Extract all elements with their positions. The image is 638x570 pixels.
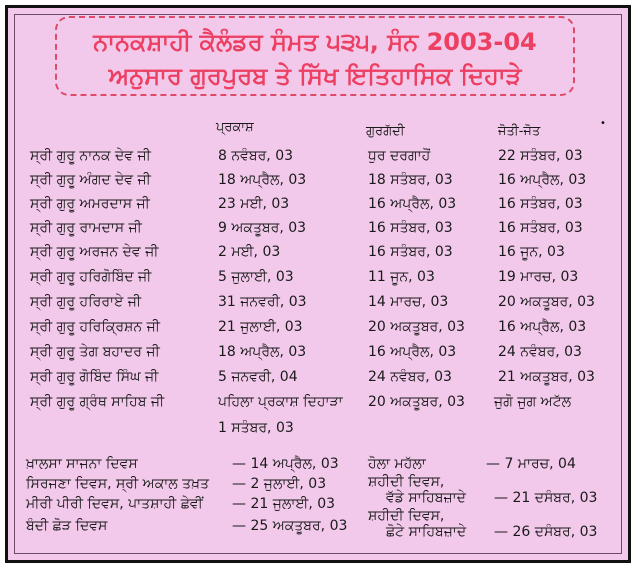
event-date: — 2 ਜੁਲਾਈ, 03 — [232, 476, 327, 492]
title-box — [55, 16, 575, 96]
title-line-1: ਨਾਨਕਸ਼ਾਹੀ ਕੈਲੰਡਰ ਸੰਮਤ ੫੩੫, ਸੰਨ 2003-04 — [93, 28, 537, 56]
guru-name: ਸ੍ਰੀ ਗੁਰੂ ਹਰਿਰਾਏ ਜੀ — [30, 294, 142, 310]
event-name: ਸਿਰਜਣਾ ਦਿਵਸ, ਸ੍ਰੀ ਅਕਾਲ ਤਖ਼ਤ — [26, 476, 209, 492]
gurgaddi-date: 20 ਅਕਤੂਬਰ, 03 — [368, 394, 465, 410]
guru-name: ਸ੍ਰੀ ਗੁਰੂ ਗੋਬਿੰਦ ਸਿੰਘ ਜੀ — [30, 369, 159, 385]
header-joti-jot: ਜੋਤੀ-ਜੋਤ — [498, 124, 541, 139]
joti-jot-date: 21 ਅਕਤੂਬਰ, 03 — [498, 369, 595, 385]
joti-jot-date: 16 ਸਤੰਬਰ, 03 — [498, 220, 583, 236]
guru-name: ਸ੍ਰੀ ਗੁਰੂ ਰਾਮਦਾਸ ਜੀ — [30, 220, 142, 236]
joti-jot-date: 16 ਅਪ੍ਰੈਲ, 03 — [498, 319, 587, 335]
gurgaddi-date: 16 ਸਤੰਬਰ, 03 — [368, 220, 453, 236]
header-gurgaddi: ਗੁਰਗੱਦੀ — [366, 124, 405, 139]
shaheedi-divas-label-1: ਸ਼ਹੀਦੀ ਦਿਵਸ, — [368, 474, 445, 490]
gurgaddi-date: 11 ਜੂਨ, 03 — [368, 269, 435, 285]
shaheedi-divas-label-2: ਸ਼ਹੀਦੀ ਦਿਵਸ, — [368, 508, 445, 524]
prakash-date: 23 ਮਈ, 03 — [218, 196, 290, 212]
guru-name: ਸ੍ਰੀ ਗੁਰੂ ਨਾਨਕ ਦੇਵ ਜੀ — [30, 148, 151, 164]
chhote-sahibzade-label: ਛੋਟੇ ਸਾਹਿਬਜ਼ਾਦੇ — [386, 524, 467, 540]
gurgaddi-date: 18 ਸਤੰਬਰ, 03 — [368, 172, 453, 188]
prakash-date: 18 ਅਪ੍ਰੈਲ, 03 — [218, 344, 307, 360]
event-date: — 25 ਅਕਤੂਬਰ, 03 — [232, 518, 348, 534]
guru-name: ਸ੍ਰੀ ਗੁਰੂ ਅੰਗਦ ਦੇਵ ਜੀ — [30, 172, 151, 188]
guru-name: ਸ੍ਰੀ ਗੁਰੂ ਤੇਗ ਬਹਾਦਰ ਜੀ — [30, 344, 160, 360]
prakash-date: 5 ਜਨਵਰੀ, 04 — [218, 369, 298, 385]
title-line-2: ਅਨੁਸਾਰ ਗੁਰਪੁਰਬ ਤੇ ਸਿੱਖ ਇਤਿਹਾਸਿਕ ਦਿਹਾੜੇ — [108, 62, 522, 90]
hola-mohalla-label: ਹੋਲਾ ਮਹੱਲਾ — [368, 456, 426, 472]
joti-jot-date: 16 ਸਤੰਬਰ, 03 — [498, 196, 583, 212]
event-date: — 21 ਜੁਲਾਈ, 03 — [232, 496, 336, 512]
gurgaddi-date: 16 ਅਪ੍ਰੈਲ, 03 — [368, 344, 457, 360]
guru-name: ਸ੍ਰੀ ਗੁਰੂ ਹਰਿਕ੍ਰਿਸ਼ਨ ਜੀ — [30, 319, 160, 335]
joti-jot-date: 16 ਜੂਨ, 03 — [498, 244, 565, 260]
joti-jot-date: 16 ਅਪ੍ਰੈਲ, 03 — [498, 172, 587, 188]
header-prakash: ਪ੍ਰਕਾਸ਼ — [216, 120, 254, 135]
hola-mohalla-date: — 7 ਮਾਰਚ, 04 — [486, 456, 576, 472]
guru-name: ਸ੍ਰੀ ਗੁਰੂ ਗ੍ਰੰਥ ਸਾਹਿਬ ਜੀ — [30, 394, 165, 410]
gurgaddi-date: 14 ਮਾਰਚ, 03 — [368, 294, 449, 310]
event-name: ਮੀਰੀ ਪੀਰੀ ਦਿਵਸ, ਪਾਤਸ਼ਾਹੀ ਛੇਵੀਂ — [26, 496, 203, 512]
joti-jot-date: ਜੁਗੋ ਜੁਗ ਅਟੱਲ — [494, 394, 572, 410]
prakash-date: 31 ਜਨਵਰੀ, 03 — [218, 294, 307, 310]
prakash-date: 21 ਜੁਲਾਈ, 03 — [218, 319, 303, 335]
vadde-sahibzade-date: — 21 ਦਸੰਬਰ, 03 — [494, 490, 598, 506]
guru-name: ਸ੍ਰੀ ਗੁਰੂ ਅਮਰਦਾਸ ਜੀ — [30, 196, 150, 212]
gurgaddi-date: ਧੁਰ ਦਰਗਾਹੋਂ — [368, 148, 431, 164]
vadde-sahibzade-label: ਵੱਡੇ ਸਾਹਿਬਜ਼ਾਦੇ — [386, 490, 466, 506]
decorative-dot: • — [600, 118, 606, 129]
guru-name: ਸ੍ਰੀ ਗੁਰੂ ਅਰਜਨ ਦੇਵ ਜੀ — [30, 244, 159, 260]
event-name: ਖ਼ਾਲਸਾ ਸਾਜਨਾ ਦਿਵਸ — [26, 456, 138, 472]
event-name: ਬੰਦੀ ਛੋੜ ਦਿਵਸ — [26, 518, 108, 534]
prakash-date: 8 ਨਵੰਬਰ, 03 — [218, 148, 294, 164]
prakash-date: 18 ਅਪ੍ਰੈਲ, 03 — [218, 172, 307, 188]
gurgaddi-date: 16 ਸਤੰਬਰ, 03 — [368, 244, 453, 260]
gurgaddi-date: 20 ਅਕਤੂਬਰ, 03 — [368, 319, 465, 335]
event-date: — 14 ਅਪ੍ਰੈਲ, 03 — [232, 456, 339, 472]
prakash-date: ਪਹਿਲਾ ਪ੍ਰਕਾਸ਼ ਦਿਹਾੜਾ — [218, 394, 343, 410]
prakash-date: 5 ਜੁਲਾਈ, 03 — [218, 269, 294, 285]
joti-jot-date: 24 ਨਵੰਬਰ, 03 — [498, 344, 582, 360]
granth-sahib-extra-date: 1 ਸਤੰਬਰ, 03 — [218, 420, 294, 436]
joti-jot-date: 22 ਸਤੰਬਰ, 03 — [498, 148, 583, 164]
gurgaddi-date: 16 ਅਪ੍ਰੈਲ, 03 — [368, 196, 457, 212]
chhote-sahibzade-date: — 26 ਦਸੰਬਰ, 03 — [494, 524, 598, 540]
prakash-date: 2 ਮਈ, 03 — [218, 244, 281, 260]
gurgaddi-date: 24 ਨਵੰਬਰ, 03 — [368, 369, 452, 385]
joti-jot-date: 20 ਅਕਤੂਬਰ, 03 — [498, 294, 595, 310]
guru-name: ਸ੍ਰੀ ਗੁਰੂ ਹਰਿਗੋਬਿੰਦ ਜੀ — [30, 269, 152, 285]
joti-jot-date: 19 ਮਾਰਚ, 03 — [498, 269, 579, 285]
prakash-date: 9 ਅਕਤੂਬਰ, 03 — [218, 220, 307, 236]
